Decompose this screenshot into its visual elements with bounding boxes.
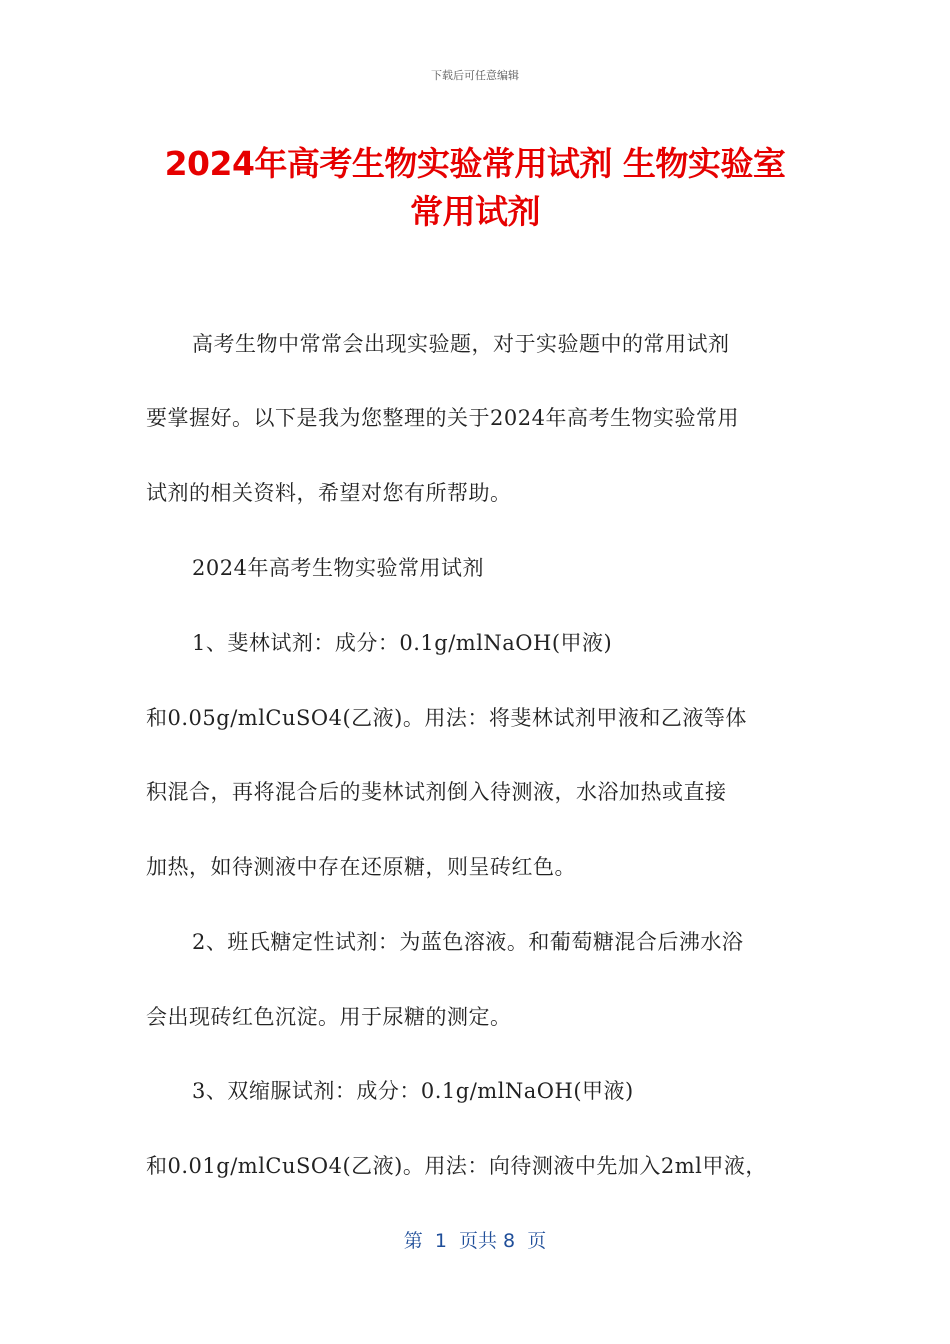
body-line: 加热，如待测液中存在还原糖，则呈砖红色。 — [146, 855, 576, 879]
body-line: 和0.01g/mlCuSO4(乙液)。用法：向待测液中先加入2ml甲液， — [146, 1154, 767, 1178]
document-title — [60, 140, 890, 236]
body-line: 1、斐林试剂：成分：0.1g/mlNaOH(甲液) — [192, 631, 613, 655]
page-header-note: 下载后可任意编辑 — [431, 69, 519, 82]
body-line: 和0.05g/mlCuSO4(乙液)。用法：将斐林试剂甲液和乙液等体 — [146, 706, 747, 730]
title-line-2: 常用试剂 — [410, 192, 540, 231]
page-number-footer: 第 1 页共 8 页 — [403, 1230, 547, 1252]
body-line: 要掌握好。以下是我为您整理的关于2024年高考生物实验常用 — [146, 406, 739, 430]
title-line-1: 2024年高考生物实验常用试剂 生物实验室 — [164, 144, 786, 183]
body-line: 试剂的相关资料，希望对您有所帮助。 — [146, 481, 512, 505]
body-line: 积混合，再将混合后的斐林试剂倒入待测液，水浴加热或直接 — [146, 780, 727, 804]
section-heading: 2024年高考生物实验常用试剂 — [192, 556, 484, 580]
body-line: 会出现砖红色沉淀。用于尿糖的测定。 — [146, 1005, 512, 1029]
body-line: 高考生物中常常会出现实验题，对于实验题中的常用试剂 — [192, 332, 730, 356]
body-line: 3、双缩脲试剂：成分：0.1g/mlNaOH(甲液) — [192, 1079, 634, 1103]
body-line: 2、班氏糖定性试剂：为蓝色溶液。和葡萄糖混合后沸水浴 — [192, 930, 744, 954]
